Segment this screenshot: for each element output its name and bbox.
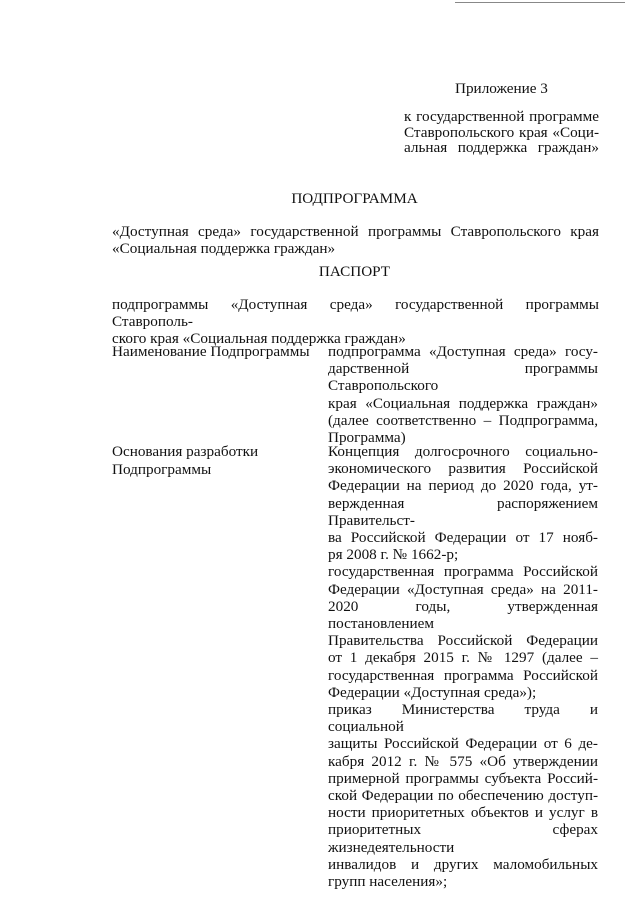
value-line: государственная программа Российской [328,666,598,684]
value-line: Федерации «Доступная среда» на 2011- [328,580,598,598]
value-line: ской Федерации по обеспечению доступ- [328,787,598,805]
value-line: групп населения»; [328,873,448,891]
value-line: Концепция долгосрочного социально- [328,443,598,460]
row-value-name [328,343,598,446]
value-line: экономического развития Российской [328,460,598,478]
value-line: защиты Российской Федерации от 6 де- [328,735,598,753]
appendix-line: Ставропольского края «Соци- [404,123,599,141]
value-line: Программа) [328,429,406,447]
value-line: примерной программы субъекта Россий- [328,769,598,787]
value-line: ря 2008 г. № 1662-р; [328,546,459,564]
top-rule [455,2,625,3]
passport-line: подпрограммы «Доступная среда» государственной программы Ставрополь- [112,296,599,330]
subprogram-description [112,223,599,257]
value-line: приказ Министерства труда и социальной [328,701,598,736]
appendix-title: Приложение 3 [455,80,548,97]
value-line: Федерации «Доступная среда»); [328,683,537,701]
value-line: ности приоритетных объектов и услуг в [328,804,598,822]
appendix-line: к государственной программе [404,108,599,125]
passport-heading: ПАСПОРТ [318,263,391,280]
value-line: Федерации на период до 2020 года, ут- [328,477,598,495]
row-value-basis [328,443,598,890]
subprogram-heading: ПОДПРОГРАММА [291,190,418,207]
value-line: (далее соответственно – Подпрограмма, [328,411,598,429]
value-line: ва Российской Федерации от 17 нояб- [328,529,598,547]
appendix-line: альная поддержка граждан» [404,139,599,156]
value-line: 2020 годы, утвержденная постановлением [328,597,598,633]
label-line: Наименование Подпрограммы [112,343,310,360]
appendix-reference [404,109,599,156]
value-line: кабря 2012 г. № 575 «Об утверждении [328,752,598,770]
value-line: края «Социальная поддержка граждан» [328,394,598,412]
passport-description [112,296,599,347]
subprogram-line: «Доступная среда» государственной программы Ставропольского края [112,223,599,240]
value-line: от 1 декабря 2015 г. № 1297 (далее – [328,649,598,667]
passport-line: ского края «Социальная поддержка граждан» [112,330,406,347]
value-line: государственная программа Российской [328,563,598,581]
value-line: Правительства Российской Федерации [328,632,598,650]
value-line: подпрограмма «Доступная среда» госу- [328,343,598,360]
subprogram-line: «Социальная поддержка граждан» [112,240,336,257]
value-line: вержденная распоряжением Правительст- [328,494,598,529]
value-line: дарственной программы Ставропольского [328,360,598,395]
value-line: инвалидов и других маломобильных [328,855,598,873]
label-line: Подпрограммы [112,461,212,478]
label-line: Основания разработки [112,443,259,460]
row-label-basis [112,443,258,479]
row-label-name [112,343,310,361]
value-line: приоритетных сферах жизнедеятельности [328,821,598,856]
